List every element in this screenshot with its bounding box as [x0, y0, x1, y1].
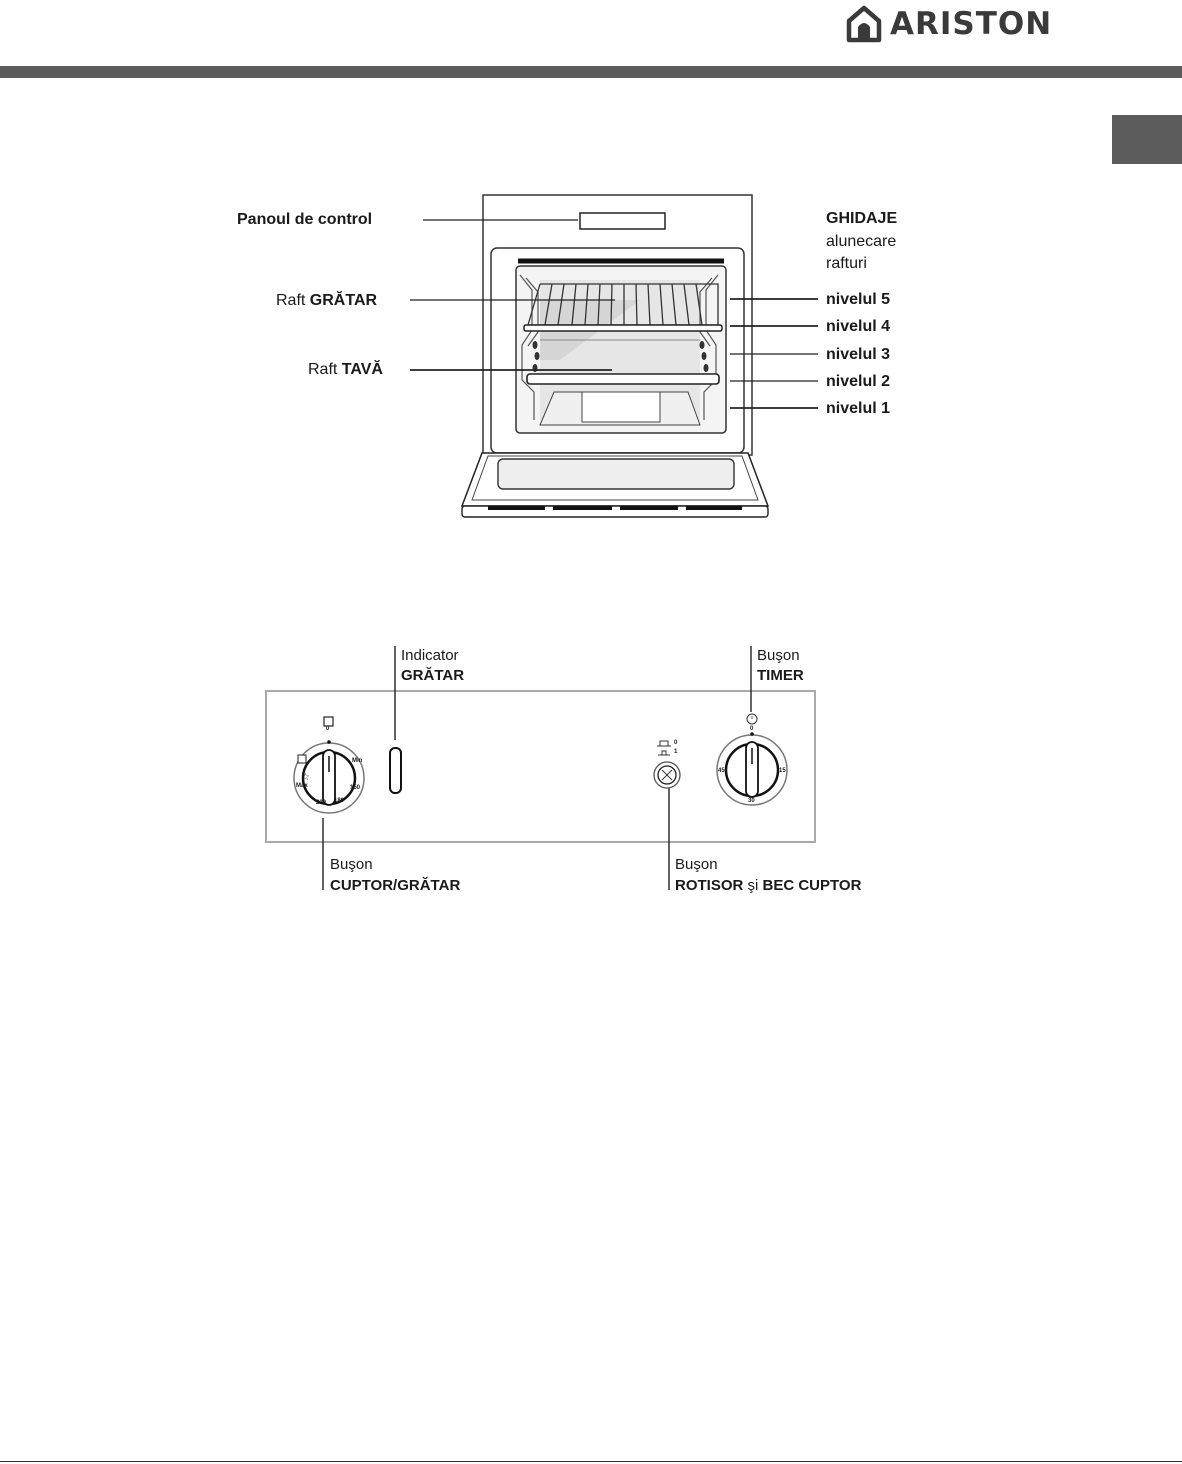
- timer-mark-zero: 0: [750, 726, 754, 732]
- oven-mark-min: Min: [352, 758, 363, 764]
- rotisserie-knob[interactable]: [654, 762, 680, 788]
- timer-mark-15: 15: [779, 768, 786, 774]
- timer-knob-label-bold: TIMER: [757, 667, 804, 684]
- level-5-label: nivelul 5: [826, 291, 891, 308]
- guides-title: GHIDAJE: [826, 210, 898, 227]
- rotisserie-knob-label: Buşon: [675, 856, 718, 873]
- grill-indicator-label: Indicator: [401, 647, 459, 664]
- tray-rack-bold: TAVĂ: [341, 361, 383, 378]
- oven-mark-180: 180: [334, 798, 345, 804]
- timer-mark-30: 30: [748, 798, 755, 804]
- rotisserie-bold-a: ROTISOR: [675, 877, 744, 894]
- grill-rack-prefix: Raft: [276, 292, 310, 309]
- rotisserie-mark-on: 1: [674, 749, 678, 755]
- rotisserie-mark-off: 0: [674, 740, 678, 746]
- oven-knob-label: Buşon: [330, 856, 373, 873]
- oven-mark-150: 150: [350, 785, 361, 791]
- rotisserie-joiner: şi: [743, 877, 763, 894]
- guides-subtitle-1: alunecare: [826, 233, 897, 250]
- rotisserie-bold-b: BEC CUPTOR: [762, 877, 862, 894]
- level-3-label: nivelul 3: [826, 346, 891, 363]
- footer-rule: [0, 1461, 1182, 1462]
- rotisserie-knob-label-bold: [675, 875, 861, 896]
- tray-rack-prefix: Raft: [308, 361, 342, 378]
- level-4-label: nivelul 4: [826, 318, 891, 335]
- oven-symbol-icon: [324, 717, 333, 726]
- oven-mark-max: Max: [296, 783, 308, 789]
- oven-mark-zero: 0: [326, 726, 330, 732]
- grill-indicator-label-bold: GRĂTAR: [401, 667, 465, 684]
- oven-mark-220: 220: [316, 800, 327, 806]
- fan-symbol-icon: ☆: [301, 772, 310, 783]
- grill-symbol-icon: [298, 755, 306, 763]
- timer-mark-45: 45: [718, 768, 725, 774]
- brand-name: ARISTON: [890, 6, 1053, 42]
- level-2-label: nivelul 2: [826, 373, 891, 390]
- timer-knob-label: Buşon: [757, 647, 800, 664]
- guides-subtitle-2: rafturi: [826, 255, 867, 272]
- level-1-label: nivelul 1: [826, 400, 891, 417]
- control-panel-label: Panoul de control: [237, 211, 373, 228]
- grill-rack-bold: GRĂTAR: [309, 292, 378, 309]
- oven-knob-label-bold: CUPTOR/GRĂTAR: [330, 877, 461, 894]
